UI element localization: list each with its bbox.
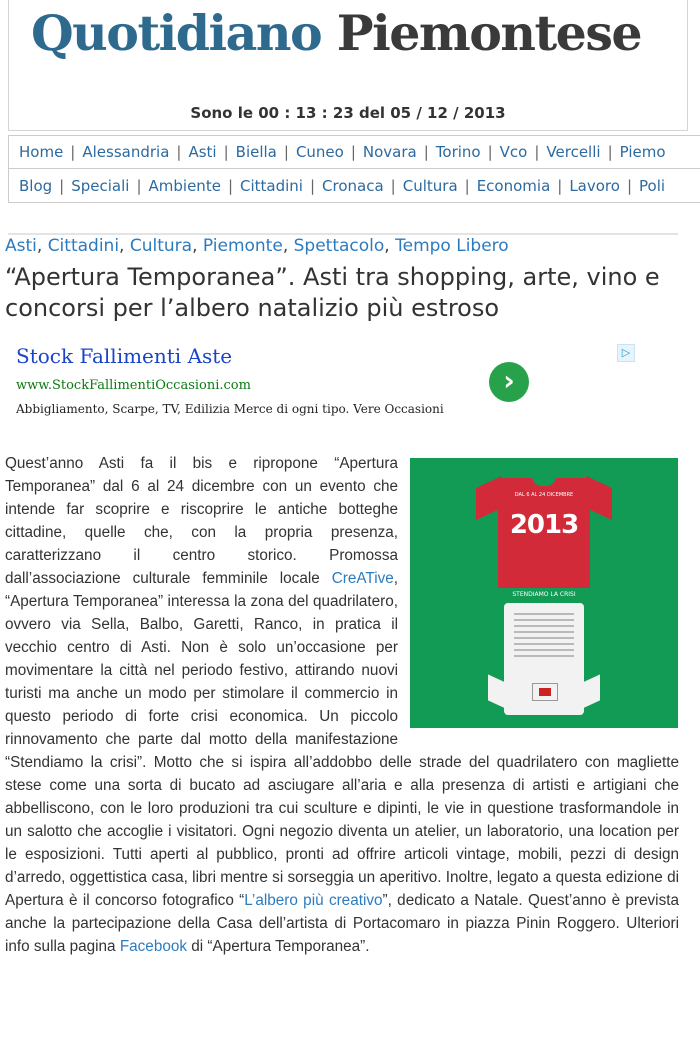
secondary-nav-item[interactable] <box>384 177 458 195</box>
primary-nav-item[interactable] <box>63 143 169 161</box>
nav-separator: | <box>626 176 633 195</box>
category-link[interactable]: Spettacolo <box>293 236 385 256</box>
nav-separator: | <box>59 176 65 195</box>
nav-separator: | <box>176 143 182 161</box>
primary-nav-item[interactable] <box>19 143 63 161</box>
nav-separator: | <box>557 176 563 195</box>
primary-nav-link[interactable]: Novara <box>362 143 417 161</box>
category-link[interactable]: Cittadini <box>47 236 120 256</box>
primary-nav-item[interactable] <box>169 143 216 161</box>
albero-creativo-link[interactable]: L’albero più creativo <box>244 892 383 909</box>
category-link[interactable]: Asti <box>5 236 37 256</box>
primary-nav-link[interactable]: Biella <box>235 143 277 161</box>
nav-separator: | <box>534 143 540 161</box>
primary-nav-item[interactable] <box>217 143 277 161</box>
nav-separator: | <box>607 143 613 161</box>
secondary-nav-item[interactable] <box>303 177 384 195</box>
secondary-nav-item[interactable] <box>19 177 52 195</box>
ad-description: Abbigliamento, Scarpe, TV, Edilizia Merce di ogni tipo. Vere Occasioni <box>16 402 444 416</box>
image-year-text: 2013 <box>509 510 579 540</box>
secondary-nav-link[interactable]: Ambiente <box>148 176 221 195</box>
logo-word-piemontese: Piemontese <box>336 4 642 62</box>
secondary-nav-item[interactable] <box>550 177 620 195</box>
primary-nav-item[interactable] <box>344 143 417 161</box>
primary-nav-link[interactable]: Home <box>19 143 64 161</box>
chevron-right-icon[interactable]: › <box>489 362 529 402</box>
ad-url-link[interactable]: www.StockFallimentiOccasioni.com <box>16 378 251 393</box>
primary-nav-link[interactable]: Cuneo <box>295 143 344 161</box>
ad-title-link[interactable]: Stock Fallimenti Aste <box>16 344 233 368</box>
category-link[interactable]: Cultura <box>129 236 193 256</box>
ad-banner[interactable] <box>5 340 645 430</box>
nav-separator: | <box>227 176 233 195</box>
primary-nav-item[interactable] <box>481 143 528 161</box>
primary-nav-link[interactable]: Vercelli <box>546 143 601 161</box>
secondary-nav-link[interactable]: Cultura <box>402 176 458 195</box>
nav-separator: | <box>283 143 289 161</box>
secondary-nav-link[interactable]: Cittadini <box>240 176 303 195</box>
adchoices-icon[interactable]: ▷ <box>617 344 635 362</box>
nav-separator: | <box>464 176 470 195</box>
primary-nav-link[interactable]: Alessandria <box>82 143 170 161</box>
primary-nav-link[interactable]: Torino <box>435 143 481 161</box>
article-body: Quest’anno Asti fa il bis e ripropone “Apertura Temporanea” dal 6 al 24 dicembre con un evento che intende far scoprire e riscoprire le antiche botteghe cittadine, quelle che, con la propria presenza, caratterizzano il centro storico. Promossa dall’associazione culturale femminile locale CreATive, “Apertura Temporanea” interessa la zona del quadrilatero, ovvero via Sella, Balbo, Garetti, Ranco, in pratica il vecchio centro di Asti. Non è solo un’occasione per movimentare la città nel periodo festivo, attirando nuovi turisti ma anche un modo per stimolare il commercio in questo periodo di forte crisi economica. Un piccolo rinnovamento che parte dal motto della manifestazione “Stendiamo la crisi”. Motto che si ispira all’addobbo delle strade del quadrilatero con magliette stese come una sorta di bucato ad asciugare all’aria e alla presenza di artisti e artigiani che abbelliscono, con le loro produzioni tra cui sculture e dipinti, le vie in questione trasformandole in un salotto che accoglie i visitatori. Ogni negozio diventa un atelier, un laboratorio, una location per le esposizioni. Tutti aperti al pubblico, pronti ad offrire articoli vintage, mobili, pezzi di design d’arredo, oggettistica casa, libri mentre si sorseggia un aperitivo. Inoltre, legato a questa edizione di Apertura è il concorso fotografico “L’albero più creativo”, dedicato a Natale. Quest’anno è prevista anche la partecipazione della Casa dell’artista di Portacomaro in piazza Pinin Roggero. Ulteriori info sulla pagina Facebook di “Apertura Temporanea”. <box>5 455 679 955</box>
secondary-nav-item[interactable] <box>221 177 303 195</box>
secondary-nav-link[interactable]: Lavoro <box>569 176 620 195</box>
secondary-nav-link[interactable]: Blog <box>19 176 53 195</box>
primary-nav-link[interactable]: Piemo <box>619 143 666 161</box>
article-title: “Apertura Temporanea”. Asti tra shopping, arte, vino e concorsi per l’albero natalizio più estroso <box>5 263 660 322</box>
secondary-nav-link[interactable]: Economia <box>476 176 551 195</box>
category-links: Asti, Cittadini, Cultura, Piemonte, Spettacolo, Tempo Libero <box>5 236 509 256</box>
creative-link[interactable]: CreATive <box>331 570 394 587</box>
primary-nav-item[interactable] <box>277 143 344 161</box>
content-divider <box>8 233 678 235</box>
facebook-link[interactable]: Facebook <box>119 938 187 955</box>
nav-separator: | <box>309 176 316 195</box>
image-dates-text: DAL 6 AL 24 DICEMBRE <box>514 492 574 498</box>
secondary-nav <box>8 169 700 203</box>
primary-nav-link[interactable]: Vco <box>499 143 528 161</box>
nav-separator: | <box>350 143 356 161</box>
nav-separator: | <box>70 143 76 161</box>
secondary-nav-item[interactable] <box>52 177 129 195</box>
category-link[interactable]: Piemonte <box>202 236 283 256</box>
secondary-nav-link[interactable]: Poli <box>639 176 666 195</box>
nav-separator: | <box>487 143 493 161</box>
nav-separator: | <box>223 143 229 161</box>
primary-nav <box>8 135 700 169</box>
primary-nav-item[interactable] <box>417 143 481 161</box>
image-slogan-text: STENDIAMO LA CRISI <box>512 591 576 598</box>
nav-separator: | <box>390 176 396 195</box>
secondary-nav-item[interactable] <box>620 177 665 195</box>
logo-word-quotidiano: Quotidiano <box>31 4 322 62</box>
nav-separator: | <box>136 176 142 195</box>
secondary-nav-link[interactable]: Cronaca <box>322 176 384 195</box>
secondary-nav-item[interactable] <box>458 177 551 195</box>
primary-nav-item[interactable] <box>601 143 666 161</box>
secondary-nav-item[interactable] <box>129 177 220 195</box>
secondary-nav-link[interactable]: Speciali <box>71 176 130 195</box>
site-logo[interactable] <box>31 4 641 62</box>
category-link[interactable]: Tempo Libero <box>395 236 509 256</box>
date-time-clock: Sono le 00 : 13 : 23 del 05 / 12 / 2013 <box>190 104 506 122</box>
primary-nav-item[interactable] <box>527 143 600 161</box>
primary-nav-link[interactable]: Asti <box>188 143 217 161</box>
nav-separator: | <box>423 143 429 161</box>
masthead <box>8 0 688 131</box>
